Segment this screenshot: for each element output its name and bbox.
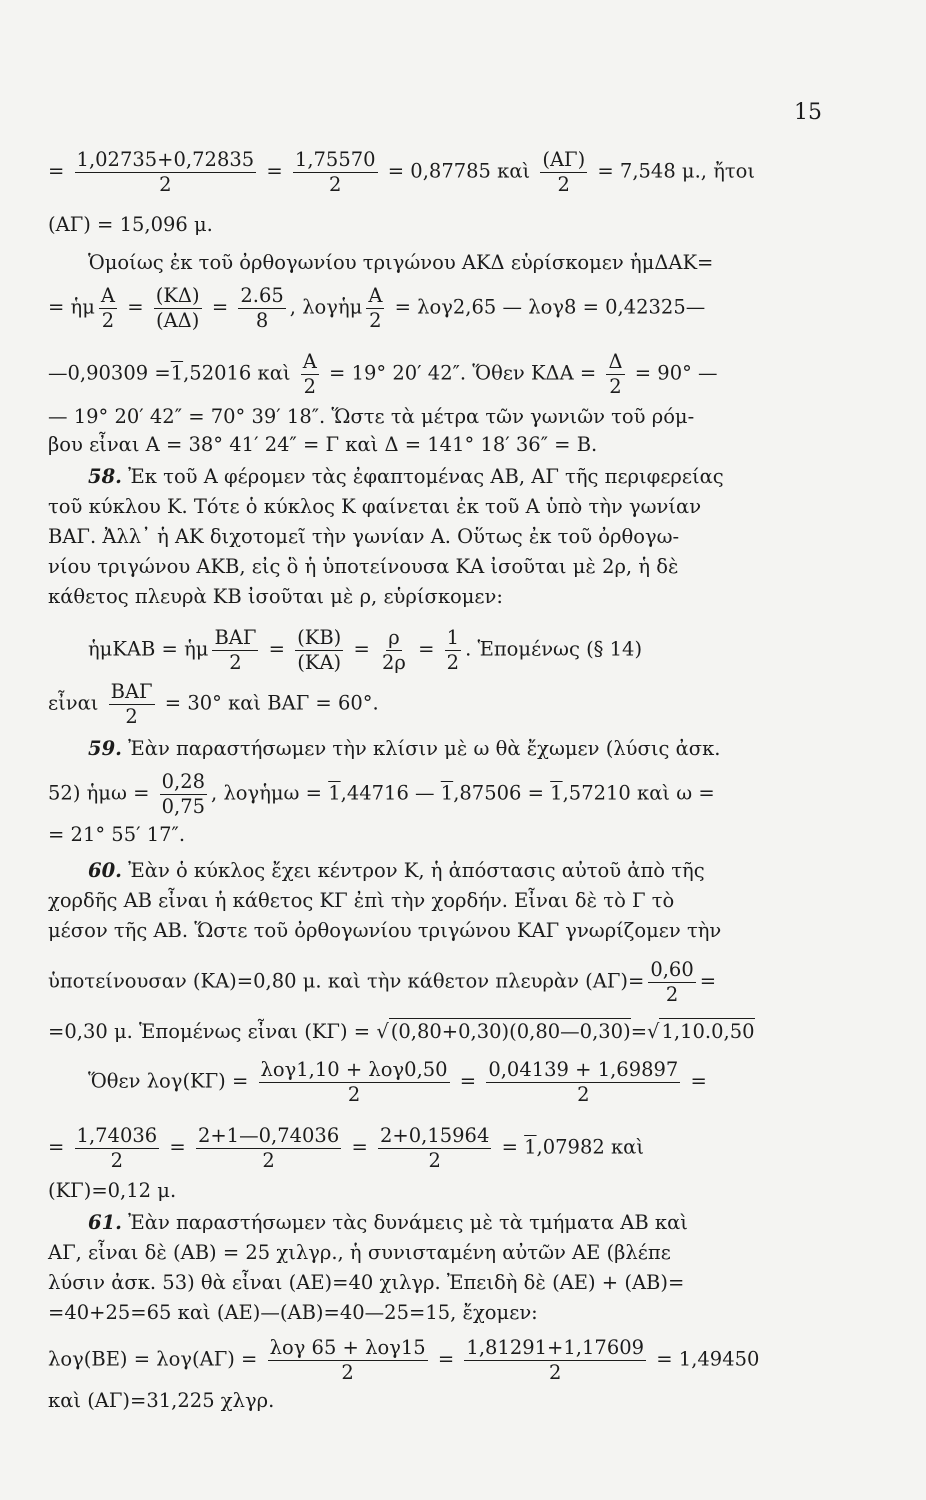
exercise-number: 58. (88, 465, 122, 488)
fraction: $\frac{\Delta}{2}$ (608, 350, 623, 398)
equation-line: =0,30 μ. Ἑπομένως εἶναι (ΚΓ) = √ (0,80+0,30)(0,80—0,30)=√ 1,10.0,50 (48, 1020, 755, 1043)
radicand: 1,10.0,50 (661, 1020, 755, 1043)
fraction: $\frac{\text{ΒΑΓ}}{2}$ (214, 626, 257, 674)
equation-line: ἡμΚΑΒ = ἡμ $\frac{\text{ΒΑΓ}}{2}$ = $\frac{(KB)}{(KA)}$ = $\frac{\rho}{2\rho}$ = $\frac{1}{2}$ . Ἑπομένως (§ 14) (88, 626, 643, 674)
exercise-number: 61. (88, 1211, 122, 1234)
fraction: $\frac{1,75570}{2}$ (294, 148, 376, 196)
fraction: $\frac{2.65}{8}$ (240, 284, 284, 332)
fraction: $\frac{A}{2}$ (368, 284, 383, 332)
paragraph-start: 59. Ἐὰν παραστήσωμεν τὴν κλίσιν μὲ ω θὰ ἔχωμεν (λύσις ἀσκ. (88, 737, 721, 760)
fraction: $\frac{0,04139 + 1,69897}{2}$ (488, 1058, 679, 1106)
text-line: λύσιν ἀσκ. 53) θὰ εἶναι (ΑΕ)=40 χιλγρ. Ἐπειδὴ δὲ (ΑΕ) + (ΑΒ)= (48, 1271, 685, 1294)
equation-line: = $\frac{1,02735+0,72835}{2}$ = $\frac{1,75570}{2}$ = 0,87785 καὶ $\frac{(A\Gamma)}{2}$ = 7,548 μ., ἤτοι (48, 148, 756, 196)
text-line: μέσον τῆς ΑΒ. Ὥστε τοῦ ὀρθογωνίου τριγώνου ΚΑΓ γνωρίζομεν τὴν (48, 919, 722, 942)
fraction: $\frac{1,81291+1,17609}{2}$ (466, 1336, 645, 1384)
page-number: 15 (794, 100, 822, 125)
fraction: $\frac{1}{2}$ (446, 626, 460, 674)
text-line: νίου τριγώνου ΑΚΒ, εἰς ὃ ἡ ὑποτείνουσα ΚΑ ἰσοῦται μὲ 2ρ, ἡ δὲ (48, 555, 679, 578)
exercise-number: 59. (88, 737, 122, 760)
fraction: $\frac{\text{ΒΑΓ}}{2}$ (110, 680, 153, 728)
equation-line: 52) ἡμω = $\frac{0,28}{0,75}$ , λογἡμω = 1,44716 — 1,87506 = 1,57210 καὶ ω = (48, 770, 715, 818)
fraction: $\frac{1,74036}{2}$ (76, 1124, 158, 1172)
text-line: καὶ (ΑΓ)=31,225 χλγρ. (48, 1389, 275, 1412)
text-line: — 19° 20′ 42″ = 70° 39′ 18″. Ὥστε τὰ μέτρα τῶν γωνιῶν τοῦ ρόμ- (48, 405, 695, 428)
fraction: $\frac{0,28}{0,75}$ (161, 770, 206, 818)
text-line: ΒΑΓ. Ἀλλ᾽ ἡ ΑΚ διχοτομεῖ τὴν γωνίαν Α. Οὕτως ἐκ τοῦ ὀρθογω- (48, 525, 680, 548)
text-line: (ΑΓ) = 15,096 μ. (48, 213, 213, 236)
radicand: (0,80+0,30)(0,80—0,30) (390, 1020, 631, 1043)
paragraph-start: 58. Ἐκ τοῦ Α φέρομεν τὰς ἐφαπτομένας ΑΒ, ΑΓ τῆς περιφερείας (88, 465, 724, 488)
text-line: (ΚΓ)=0,12 μ. (48, 1179, 177, 1202)
fraction: $\frac{(KB)}{(KA)}$ (297, 626, 342, 674)
fraction: $\frac{A}{2}$ (302, 350, 317, 398)
text-line: βου εἶναι Α = 38° 41′ 24″ = Γ καὶ Δ = 141° 18′ 36″ = Β. (48, 433, 598, 456)
text-line: ΑΓ, εἶναι δὲ (ΑΒ) = 25 χιλγρ., ἡ συνισταμένη αὐτῶν ΑΕ (βλέπε (48, 1241, 671, 1264)
equation-line: Ὅθεν λογ(ΚΓ) = $\frac{\text{λογ1,10 + λογ0,50}}{2}$ = $\frac{0,04139 + 1,69897}{2}$ = (88, 1058, 707, 1106)
text-line: Ὁμοίως ἐκ τοῦ ὀρθογωνίου τριγώνου ΑΚΔ εὑρίσκομεν ἡμΔΑΚ= (88, 251, 714, 274)
fraction: $\frac{2+0,15964}{2}$ (379, 1124, 490, 1172)
exercise-number: 60. (88, 859, 122, 882)
equation-line: ὑποτείνουσαν (ΚΑ)=0,80 μ. καὶ τὴν κάθετον πλευρὰν (ΑΓ)= $\frac{0,60}{2}$ = (48, 958, 717, 1006)
paragraph-start: 60. Ἐὰν ὁ κύκλος ἔχει κέντρον Κ, ἡ ἀπόστασις αὐτοῦ ἀπὸ τῆς (88, 859, 705, 882)
paragraph-start: 61. Ἐὰν παραστήσωμεν τὰς δυνάμεις μὲ τὰ τμήματα ΑΒ καὶ (88, 1211, 688, 1234)
fraction: $\frac{2+1—0,74036}{2}$ (197, 1124, 340, 1172)
fraction: $\frac{1,02735+0,72835}{2}$ (76, 148, 255, 196)
fraction: $\frac{0,60}{2}$ (650, 958, 694, 1006)
fraction: $\frac{(A\Gamma)}{2}$ (542, 148, 586, 196)
equation-line: εἶναι $\frac{\text{ΒΑΓ}}{2}$ = 30° καὶ ΒΑΓ = 60°. (48, 680, 379, 728)
text-line: κάθετος πλευρὰ ΚΒ ἰσοῦται μὲ ρ, εὑρίσκομεν: (48, 585, 503, 608)
sqrt-sign: √ (647, 1020, 660, 1043)
sqrt-sign: √ (376, 1020, 389, 1043)
fraction: $\frac{\rho}{2\rho}$ (382, 626, 406, 674)
equation-line: —0,90309 =1,52016 καὶ $\frac{A}{2}$ = 19° 20′ 42″. Ὅθεν ΚΔΑ = $\frac{\Delta}{2}$ = 90° — (48, 350, 718, 398)
fraction: $\frac{A}{2}$ (100, 284, 115, 332)
fraction: $\frac{(K\Delta)}{(A\Delta)}$ (155, 284, 200, 332)
fraction: $\frac{\text{λογ1,10 + λογ0,50}}{2}$ (260, 1058, 448, 1106)
text-line: τοῦ κύκλου Κ. Τότε ὁ κύκλος Κ φαίνεται ἐκ τοῦ Α ὑπὸ τὴν γωνίαν (48, 495, 702, 518)
text-line: χορδῆς ΑΒ εἶναι ἡ κάθετος ΚΓ ἐπὶ τὴν χορδήν. Εἶναι δὲ τὸ Γ τὸ (48, 889, 675, 912)
equation-line: λογ(ΒΕ) = λογ(ΑΓ) = $\frac{\text{λογ 65 + λογ15}}{2}$ = $\frac{1,81291+1,17609}{2}$ = 1,49450 (48, 1336, 760, 1384)
equation-line: = ἡμ $\frac{A}{2}$ = $\frac{(K\Delta)}{(A\Delta)}$ = $\frac{2.65}{8}$ , λογἡμ $\frac{A}{2}$ = λογ2,65 — λογ8 = 0,42325— (48, 284, 706, 332)
equation-line: = $\frac{1,74036}{2}$ = $\frac{2+1—0,74036}{2}$ = $\frac{2+0,15964}{2}$ = 1,07982 καὶ (48, 1124, 644, 1172)
fraction: $\frac{\text{λογ 65 + λογ15}}{2}$ (269, 1336, 426, 1384)
text-line: = 21° 55′ 17″. (48, 823, 186, 846)
text-line: =40+25=65 καὶ (ΑΕ)—(ΑΒ)=40—25=15, ἔχομεν: (48, 1301, 538, 1324)
